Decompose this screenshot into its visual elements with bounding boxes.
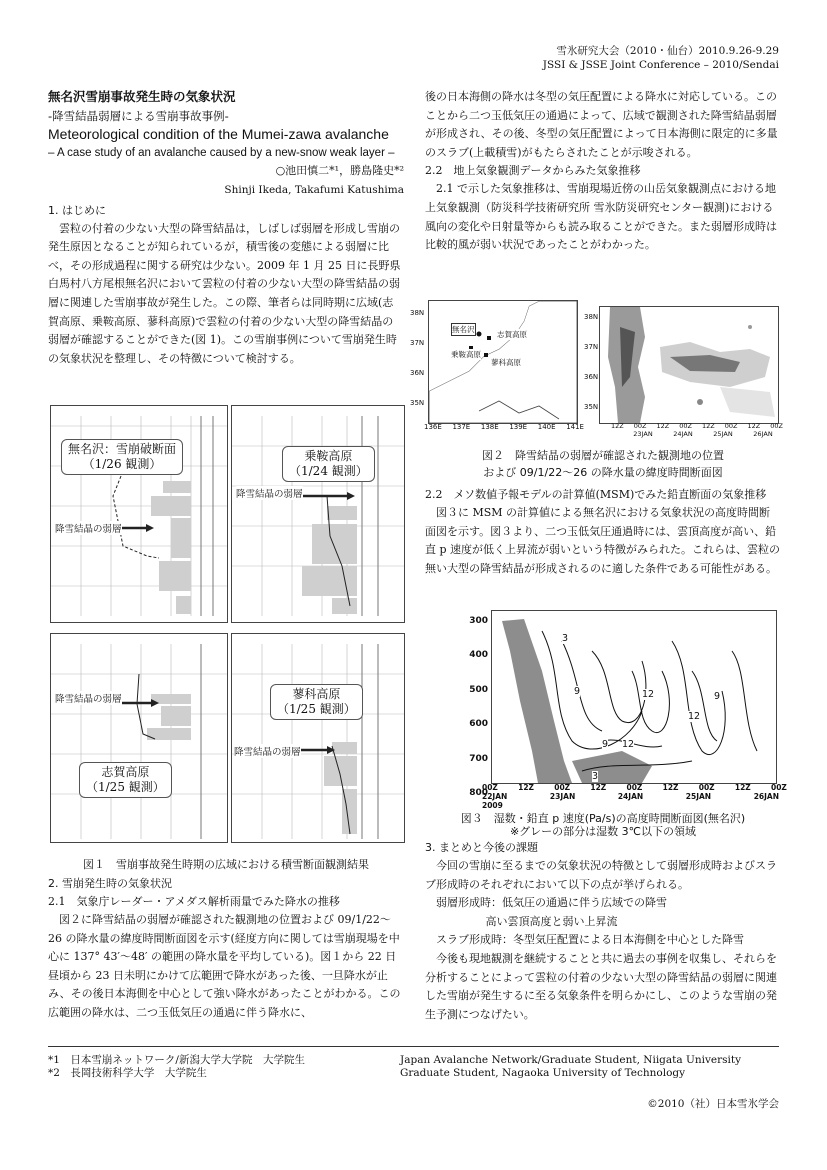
profile-panel-shiga: [50, 633, 228, 843]
contour-label: 12: [622, 739, 635, 750]
site-mumeizawa-marker: [477, 332, 482, 337]
fig3-y-600: 600: [469, 719, 488, 730]
contour-label: 9: [714, 691, 721, 702]
fig3-x-tick: 12Z: [518, 783, 535, 792]
hov-tick: 12Z: [656, 422, 670, 430]
hov-day: 25JAN: [713, 430, 733, 438]
section2-3-body: 図３に MSM の計算値による無名沢における気象状況の高度時間断面図を示す。図３より、二つ玉低気圧通過時には、雲頂高度が高い、鉛直 p 速度が低く上昇流が弱いという特徴がみられた。これらは、雲粒の無い大型の降雪結晶が形成されるのに適した条件である可能性がある。: [425, 506, 781, 575]
section2-2-body: 2.1 で示した気象推移は、雪崩現場近傍の山岳気象観測点における地上気象観測（防災科学技術研究所 雪氷防災研究センター観測)における風向の変化や日射量等からも読み取ることができた。また弱層形成時は比較的風が弱い状況であったことがわかった。: [425, 182, 777, 252]
fig3-x-ticks: [482, 783, 787, 792]
fig3-day: 23JAN: [549, 792, 576, 801]
map-lon-138: 138E: [480, 423, 499, 431]
fig3-y-ticks: [466, 604, 488, 810]
title-ja-sub: -降雪結晶弱層による雪崩事故事例-: [48, 108, 229, 123]
fig3-y-700: 700: [469, 753, 488, 764]
fig3-x-tick: 00Z: [698, 783, 715, 792]
fig3-x-tick: 00Z: [482, 783, 498, 792]
hov-tick: 00Z: [679, 422, 692, 430]
hov-tick: 00Z: [724, 422, 738, 430]
panel3-weak-layer-label: 降雪結晶の弱層: [55, 691, 122, 705]
hov-tick: 00Z: [770, 422, 783, 430]
footnotes-en: [400, 1054, 741, 1080]
summary-weak-layer-1: 弱層形成時：低気圧の通過に伴う広域での降雪: [436, 896, 667, 910]
cross-section-svg: [492, 611, 776, 783]
figure2-caption: [425, 447, 781, 481]
hov-day-labels: [593, 430, 783, 438]
map-lon-ticks: [424, 423, 584, 431]
left-column-section2: [48, 875, 404, 1023]
left-column: [48, 88, 404, 368]
hov-tick: 00Z: [633, 422, 647, 430]
hov-lat-ticks: [584, 302, 600, 422]
fig3-day: 24JAN: [617, 792, 644, 801]
hov-lat-35: 35N: [584, 403, 599, 411]
summary-slab: スラブ形成時：冬型気圧配置による日本海側を中心とした降雪: [436, 933, 744, 947]
map-lon-137: 137E: [452, 423, 471, 431]
hov-lat-38: 38N: [584, 313, 599, 321]
cross-section-chart: [491, 610, 777, 784]
map-label-mumeizawa: 無名沢: [452, 325, 475, 334]
section3-body1: 今回の雪崩に至るまでの気象状況の特徴として弱層形成時およびスラブ形成時のそれぞれにおいて以下の点が挙げられる。: [425, 859, 777, 891]
panel4-title: 蓼科高原 （1/25 観測）: [270, 684, 363, 720]
fig3-day-labels: [482, 792, 787, 801]
fig3-x-tick: 12Z: [662, 783, 679, 792]
fig3-x-tick: 00Z: [626, 783, 643, 792]
hov-tick: 12Z: [702, 422, 715, 430]
contour-label: 9: [574, 686, 581, 697]
site-location-map: [428, 300, 578, 424]
map-lon-136: 136E: [424, 423, 442, 431]
fig3-x-tick: 12Z: [734, 783, 751, 792]
authors-ja: ○池田慎二*¹，勝島隆史*²: [275, 164, 404, 178]
contour-label: 9: [602, 739, 609, 750]
footnote1-en: Japan Avalanche Network/Graduate Student, Niigata University: [400, 1054, 742, 1066]
fig3-x-tick: 00Z: [771, 783, 787, 792]
contour-label: 3: [562, 633, 569, 644]
section3-body2: 今後も現地観測を継続することと共に過去の事例を収集し、それらを分析することによって雲粒の付着の少ない大型の降雪結晶の弱層に関連した雪崩が発生するに至る気象条件を明らかにし、このような雪崩の発生予測につなげたい。: [425, 951, 777, 1021]
conference-header: [543, 44, 779, 72]
panel1-weak-layer-label: 降雪結晶の弱層: [55, 521, 122, 535]
panel2-title: 乗鞍高原 （1/24 観測）: [282, 446, 375, 482]
panel3-title: 志賀高原 （1/25 観測）: [79, 762, 172, 798]
profile-panel-tateshina: [231, 633, 405, 843]
section1-body: 雲粒の付着の少ない大型の降雪結晶は，しばしば弱層を形成し雪崩の発生原因となることが知られているが，積雪後の変態による弱層に比べ，その形成過程に関する研究は少ない。2009 年 1 月 25 日に長野県白馬村八方尾根無名沢において雲粒の付着の少ない大型の降雪結晶の弱層に関連した雪崩事故が発生した。この際、筆者らは同時期に広域(志賀高原、乗鞍高原、蓼科高原)で雲粒の付着の少ない大型の降雪結晶の弱層が確認することができた(図 1)。この雪崩事例について雪崩発生時の気象状況を整理し、その特徴について検討する。: [48, 221, 401, 365]
header-line2: JSSI & JSSE Joint Conference – 2010/Sendai: [542, 59, 779, 71]
map-label-norikura: 乗鞍高原: [451, 350, 481, 359]
title-en: Meteorological condition of the Mumei-zawa avalanche: [48, 126, 389, 143]
contour-label: 3: [592, 771, 599, 782]
section3-heading: 3. まとめと今後の課題: [425, 841, 538, 854]
hov-day: 26JAN: [753, 430, 773, 438]
figure2-caption-line2: および 09/1/22～26 の降水量の緯度時間断面図: [483, 466, 723, 479]
right-column-section3: [425, 839, 781, 1024]
site-tateshina-marker: [484, 353, 488, 357]
map-label-shiga: 志賀高原: [497, 330, 527, 339]
hov-day: 23JAN: [633, 430, 653, 438]
section2-3-heading: 2.2 メソ数値予報モデルの計算値(MSM)でみた鉛直断面の気象推移: [425, 488, 767, 501]
fig3-day: 22JAN: [482, 792, 508, 801]
map-lat-37: 37N: [410, 339, 425, 347]
contour-label: 12: [642, 689, 655, 700]
panel1-title: 無名沢：雪崩破断面 （1/26 観測）: [61, 439, 183, 475]
figure3-caption-line1: 図３ 湿数・鉛直 p 速度(Pa/s)の高度時間断面図(無名沢): [460, 812, 746, 825]
section2-heading: 2. 雪崩発生時の気象状況: [48, 877, 172, 890]
map-lat-35: 35N: [410, 399, 425, 407]
panel4-weak-layer-label: 降雪結晶の弱層: [234, 744, 301, 758]
section1-heading: 1. はじめに: [48, 203, 106, 217]
footnote-divider: [48, 1046, 779, 1047]
map-lat-36: 36N: [410, 369, 425, 377]
footnotes-ja: [48, 1054, 305, 1080]
footnote1-ja: *1 日本雪崩ネットワーク/新潟大学大学院 大学院生: [48, 1054, 305, 1066]
map-lon-140: 140E: [537, 423, 556, 431]
fig3-x-axis: [482, 783, 787, 810]
hov-tick: 12Z: [611, 422, 624, 430]
right-column-top: [425, 88, 781, 255]
fig3-x-tick: 00Z: [554, 783, 571, 792]
section2-1-continued: 後の日本海側の降水は冬型の気圧配置による降水に対応している。このことから二つ玉低気圧の通過によって、広域で観測された降雪結晶弱層が形成され、その後、冬型の気圧配置によって日本海側に限定的に多量のスラブ(上載積雪)がもたらされたことが示唆される。: [425, 90, 778, 159]
section2-1-body: 図２に降雪結晶の弱層が確認された観測地の位置および 09/1/22～26 の降水量の緯度時間断面図を示す(経度方向に関しては雪崩現場を中心に 137° 43′～48′ の範囲の降水量を平均している)。図１から 22 日昼頃から 23 日未明にかけて広範囲で降水があった後、一旦降水が止み、その後日本海側を中心として強い降水があったことがわかる。この広範囲の降水は、二つ玉低気圧の通過に伴う降水に、: [48, 913, 401, 1019]
hov-lat-37: 37N: [584, 343, 599, 351]
precip-hovmoller: [599, 306, 779, 424]
copyright: ©2010（社）日本雪氷学会: [647, 1098, 779, 1110]
figure3-caption: [425, 812, 781, 838]
map-lon-141: 141E: [566, 423, 584, 431]
hov-time-axis: [593, 422, 783, 438]
footnote2-en: Graduate Student, Nagaoka University of Technology: [400, 1067, 686, 1079]
map-lat-ticks: [410, 298, 428, 418]
fig3-day: 25JAN: [685, 792, 712, 801]
site-shiga-marker: [487, 336, 491, 340]
hovmoller-svg: [600, 307, 778, 423]
figure3-caption-line2: ※グレーの部分は湿数 3℃以下の領域: [509, 825, 697, 838]
figure1-caption: 図１ 雪崩事故発生時期の広域における積雪断面観測結果: [83, 858, 369, 871]
summary-weak-layer-2: 高い雲頂高度と弱い上昇流: [485, 914, 618, 928]
hov-tick: 12Z: [747, 422, 761, 430]
fig3-y-500: 500: [469, 684, 488, 695]
fig3-year: 2009: [482, 801, 503, 810]
fig3-day: 26JAN: [753, 792, 779, 801]
hov-time-ticks: [593, 422, 783, 430]
fig3-x-tick: 12Z: [590, 783, 607, 792]
figure2-caption-line1: 図２ 降雪結晶の弱層が確認された観測地の位置: [482, 449, 724, 462]
profile-panel-mumeizawa: [50, 405, 228, 623]
hov-day: 24JAN: [673, 430, 693, 438]
right-column-msm: [425, 486, 781, 578]
fig3-y-400: 400: [469, 650, 488, 661]
fig3-y-800: 800: [469, 788, 488, 799]
map-lat-38: 38N: [410, 309, 425, 317]
profile-chart-3: [51, 634, 227, 842]
title-en-sub: – A case study of an avalanche caused by a new-snow weak layer –: [48, 146, 395, 159]
title-ja: 無名沢雪崩事故発生時の気象状況: [48, 89, 236, 104]
section2-2-heading: 2.2 地上気象観測データからみた気象推移: [425, 164, 641, 178]
profile-chart-4: [232, 634, 404, 842]
contour-label: 12: [688, 711, 701, 722]
header-line1: 雪氷研究大会（2010・仙台）2010.9.26-9.29: [556, 45, 779, 57]
profile-panel-norikura: [231, 405, 405, 623]
profile-chart-2: [232, 406, 404, 622]
section2-1-heading: 2.1 気象庁レーダー・アメダス解析雨量でみた降水の推移: [48, 895, 340, 908]
hov-lat-36: 36N: [584, 373, 599, 381]
panel2-weak-layer-label: 降雪結晶の弱層: [236, 486, 303, 500]
authors-en: Shinji Ikeda, Takafumi Katushima: [224, 183, 404, 196]
fig3-y-300: 300: [469, 616, 488, 626]
map-label-tateshina: 蓼科高原: [491, 358, 521, 367]
map-lon-139: 139E: [509, 423, 528, 431]
footnote2-ja: *2 長岡技術科学大学 大学院生: [48, 1067, 207, 1079]
